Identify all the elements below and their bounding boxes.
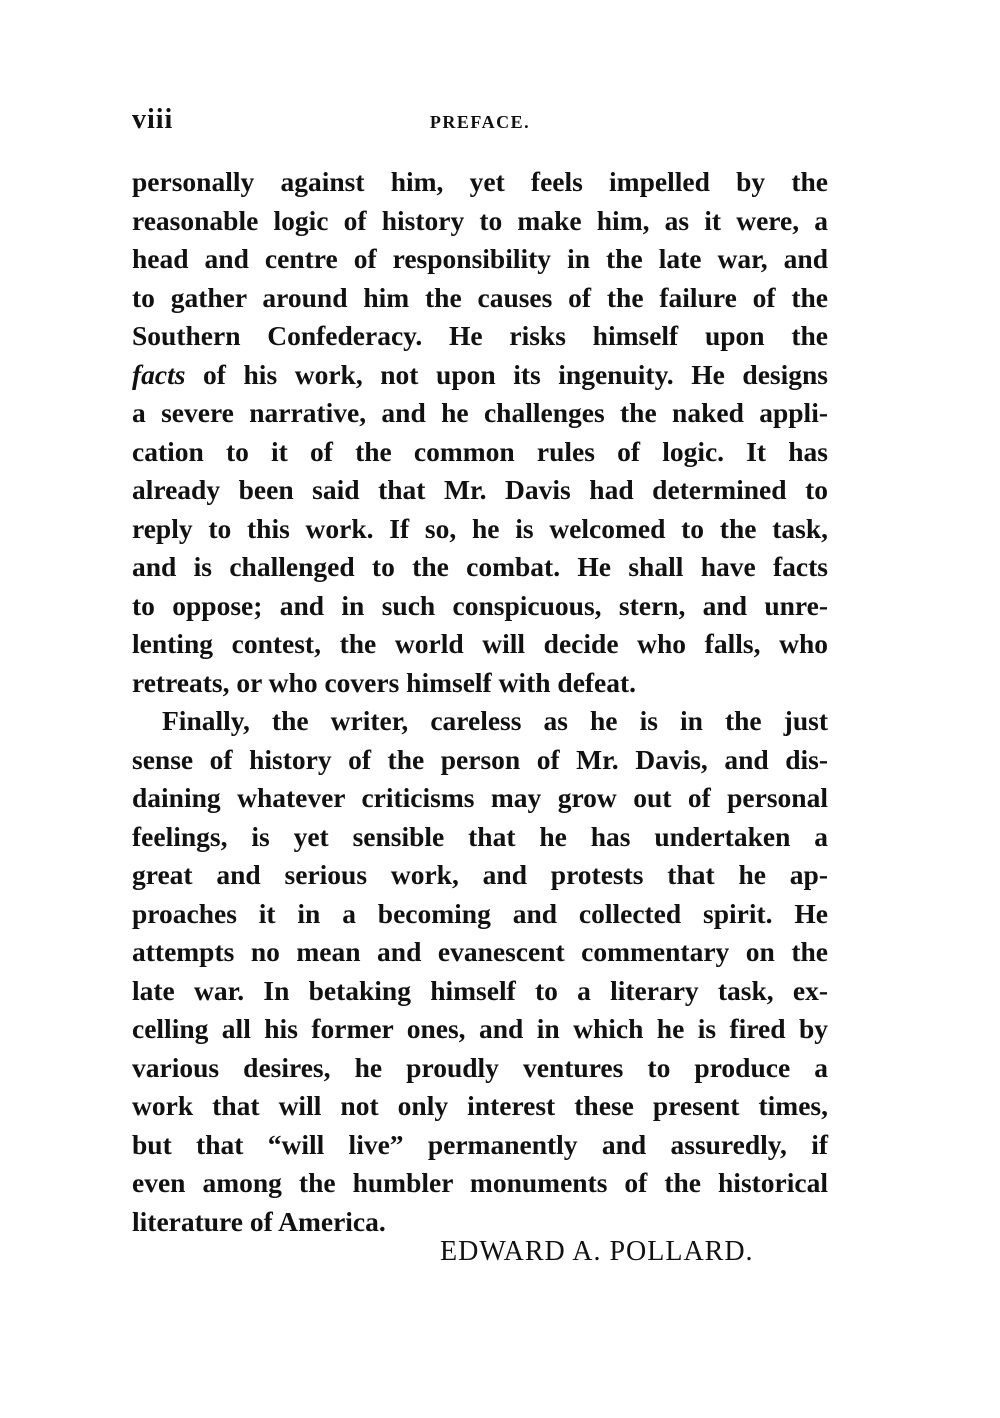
author-signature: EDWARD A. POLLARD. [440,1236,754,1267]
text-line: personally against him, yet feels impelled by the [132,166,828,197]
text-line: reasonable logic of history to make him, as it were, a [132,204,828,236]
text-line: attempts no mean and evanescent commentary on the [132,936,828,967]
text-line: sense of history of the person of Mr. Davis, and dis- [132,743,828,775]
body-text [132,163,828,1241]
text-line: Southern Confederacy. He risks himself upon the [132,320,828,351]
text-line: proaches it in a becoming and collected spirit. He [132,897,828,929]
page-header [132,104,828,140]
paragraph [132,163,828,702]
text-line: great and serious work, and protests that he ap- [132,859,828,890]
text-line: feelings, is yet sensible that he has undertaken a [132,820,828,852]
running-title: PREFACE. [429,112,531,132]
text-line: cation to it of the common rules of logic. It has [132,435,828,467]
text-line: late war. In betaking himself to a literary task, ex- [132,974,828,1006]
text-line: but that “will live” permanently and assuredly, if [132,1128,828,1160]
text-line: already been said that Mr. Davis had determined to [132,474,828,505]
text-line: even among the humbler monuments of the historical [132,1167,828,1198]
text-line: to gather around him the causes of the failure of the [132,281,828,313]
text-line: literature of America. [132,1205,386,1237]
text-line: various desires, he proudly ventures to produce a [132,1051,828,1083]
text-line: facts of his work, not upon its ingenuity. He designs [132,358,828,390]
text-line: work that will not only interest these present times, [132,1090,828,1121]
italic-word: facts [132,358,186,390]
text-line: lenting contest, the world will decide who falls, who [132,628,828,659]
text-line: a severe narrative, and he challenges the naked appli- [132,397,828,428]
text-line: and is challenged to the combat. He shall have facts [132,551,828,582]
text-line: retreats, or who covers himself with defeat. [132,666,637,698]
paragraph [132,702,828,1241]
text-line: reply to this work. If so, he is welcomed to the task, [132,512,828,544]
text-line: celling all his former ones, and in which he is fired by [132,1013,828,1044]
text-line: daining whatever criticisms may grow out of personal [132,782,828,813]
text-line: Finally, the writer, careless as he is in the just [162,705,828,736]
text-line: to oppose; and in such conspicuous, stern, and unre- [132,589,828,621]
page-number: viii [132,104,174,135]
text-line: head and centre of responsibility in the late war, and [132,243,828,274]
